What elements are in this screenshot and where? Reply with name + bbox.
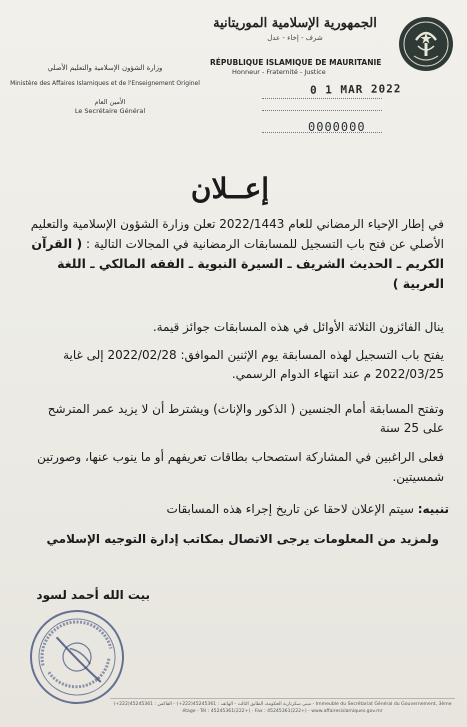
republic-motto-arabic: شرف - إخاء - عدل [267,34,323,42]
ministry-name-arabic: وزارة الشؤون الإسلامية والتعليم الأصلي [47,64,163,72]
date-field-line [262,98,382,99]
secretary-general-block [40,98,180,116]
republic-name-arabic: الجمهورية الإسلامية الموريتانية [213,16,377,31]
paragraph-prizes: ينال الفائزون الثلاثة الأوائل في هذه المسابقات جوائز قيمة. [152,320,444,334]
notice-text: سيتم الإعلان لاحقا عن تاريخ إجراء هذه المسابقات [166,502,414,516]
page-title: إعــلان [190,172,270,205]
paragraph-contact: ولمزيد من المعلومات يرجى الاتصال بمكاتب إدارة التوجيه الإسلامي [46,532,439,546]
paragraph-eligibility: وتفتح المسابقة أمام الجنسين ( الذكور والإناث) ويشترط أن لا يزيد عمر المترشح على 25 سنة [47,402,444,435]
footer-contact: مبنى سكرتارية الحكومة، الطابق الثالث - الهاتف : 45245361(222+) - الفاكس : 45245361(222+) - Immeuble du Secrétariat Général du Gouvernement, 3ème étage - Tél : 45245361(222+) - Fax : 45245361(222+) - www.affairesislamiques.gov.mr [110,698,455,715]
paragraph-notice [24,500,449,518]
paragraph-intro [24,215,444,294]
paragraph-requirements: فعلى الراغبين في المشاركة استصحاب بطاقات تعريفهم أو ما ينوب عنها، وصورتين شمسيتين. [37,450,444,484]
paragraph-intro-text: في إطار الإحياء الرمضاني للعام 2022/1443 تعلن وزارة الشؤون الإسلامية والتعليم الأصلي عن فتح باب التسجيل للمسابقات الرمضانية في المجالات التالية : [30,217,444,251]
notice-label: تنبيه: [417,502,449,516]
competition-fields: ( القرآن الكريم ـ الحديث الشريف ـ السيرة النبوية ـ الفقه المالكي ـ اللغة العربية ) [31,236,444,291]
date-stamp: 0 1 MAR 2022 [309,82,402,97]
reference-number: 0000000 [308,120,366,134]
ministry-name-french: Ministère des Affaires Islamiques et de l'Enseignement Originel [10,80,200,87]
signatory-name: بيت الله أحمد لسود [36,588,150,602]
republic-name-french: RÉPUBLIQUE ISLAMIQUE DE MAURITANIE [210,58,382,67]
official-seal-icon [22,603,132,711]
national-emblem-icon [398,16,454,72]
republic-motto-french: Honneur - Fraternité - Justice [232,68,326,76]
paragraph-registration-dates: يفتح باب التسجيل لهذه المسابقة يوم الإثنين الموافق: 2022/02/28 إلى غاية 2022/03/25 م عند انتهاء الدوام الرسمي. [63,348,444,381]
secretary-general-french: Le Secrétaire Général [74,107,146,115]
secretary-general-arabic: الأمين العام [94,98,126,106]
place-field-line [262,110,382,111]
